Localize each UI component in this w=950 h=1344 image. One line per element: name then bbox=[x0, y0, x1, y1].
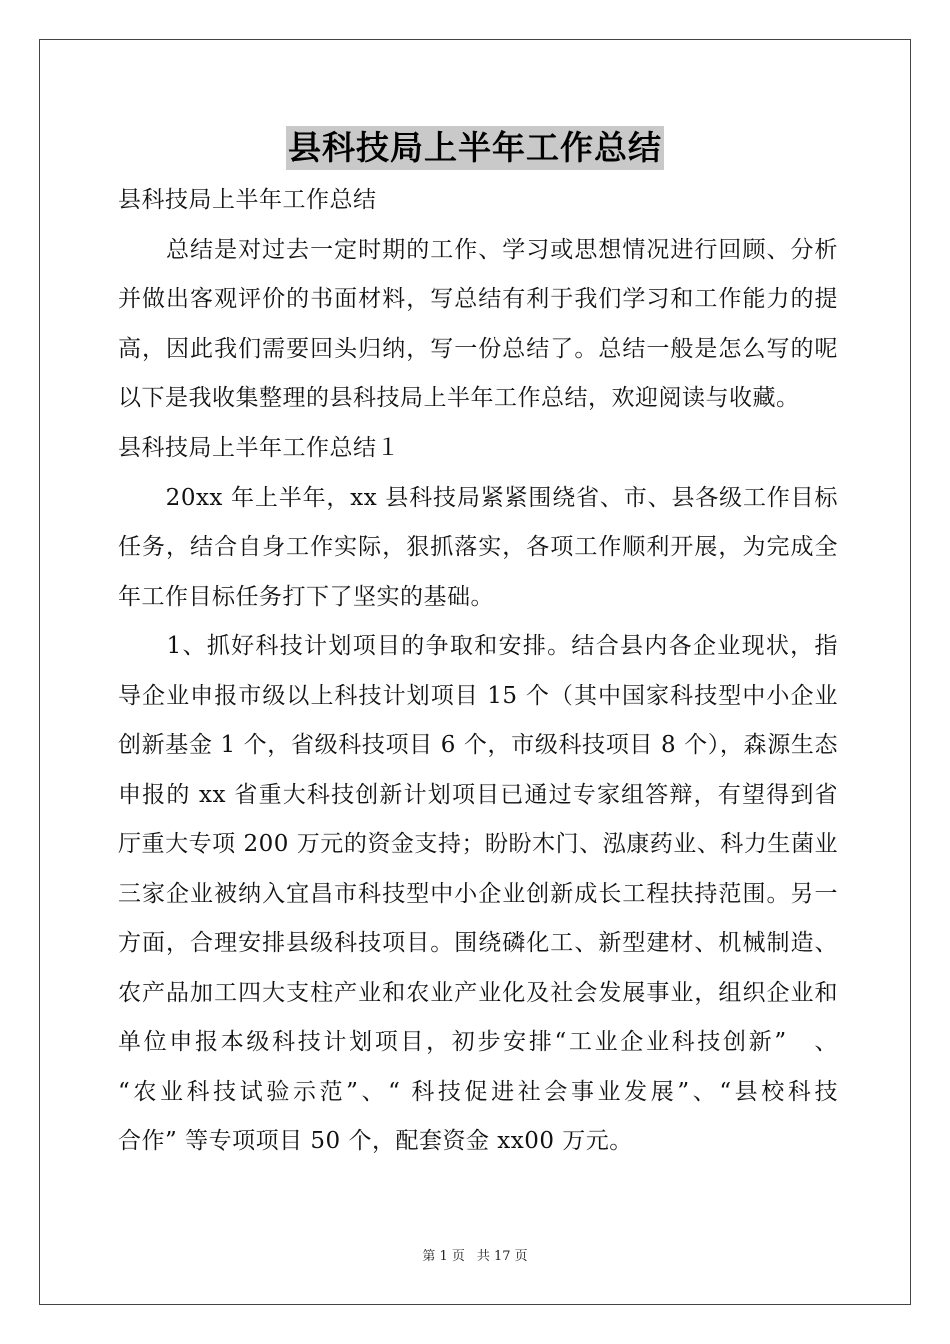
paragraph-line: 年工作目标任务打下了坚实的基础。 bbox=[118, 584, 494, 610]
page-number: 第 1 页 bbox=[422, 1249, 465, 1264]
paragraph-line: 总结是对过去一定时期的工作、学习或思想情况进行回顾、分析 bbox=[118, 237, 838, 263]
paragraph-line: 1、抓好科技计划项目的争取和安排。结合县内各企业现状，指 bbox=[118, 633, 838, 659]
paragraph-line: 创新基金 1 个，省级科技项目 6 个，市级科技项目 8 个），森源生态 bbox=[118, 732, 838, 758]
subtitle-line: 县科技局上半年工作总结 bbox=[118, 187, 377, 213]
paragraph-line: 农产品加工四大支柱产业和农业产业化及社会发展事业，组织企业和 bbox=[118, 980, 838, 1006]
paragraph-line: 单位申报本级科技计划项目，初步安排“工业企业科技创新” 、 bbox=[118, 1029, 838, 1055]
document-title: 县科技局上半年工作总结 bbox=[286, 126, 664, 170]
section-heading: 县科技局上半年工作总结１ bbox=[118, 435, 400, 461]
paragraph-line: 申报的 xx 省重大科技创新计划项目已通过专家组答辩，有望得到省 bbox=[118, 782, 838, 808]
paragraph-line: 并做出客观评价的书面材料，写总结有利于我们学习和工作能力的提 bbox=[118, 286, 838, 312]
paragraph-line: 20xx 年上半年，xx 县科技局紧紧围绕省、市、县各级工作目标 bbox=[118, 485, 838, 511]
page-border bbox=[39, 39, 911, 1305]
paragraph-line: 高，因此我们需要回头归纳，写一份总结了。总结一般是怎么写的呢 bbox=[118, 336, 838, 362]
paragraph-line: 以下是我收集整理的县科技局上半年工作总结，欢迎阅读与收藏。 bbox=[118, 385, 800, 411]
paragraph-line: “农业科技试验示范”、“ 科技促进社会事业发展”、“县校科技 bbox=[118, 1079, 838, 1105]
paragraph-line: 厅重大专项 200 万元的资金支持；盼盼木门、泓康药业、科力生菌业 bbox=[118, 831, 838, 857]
paragraph-line: 导企业申报市级以上科技计划项目 15 个（其中国家科技型中小企业 bbox=[118, 683, 838, 709]
page-footer bbox=[0, 1248, 950, 1266]
paragraph-line: 方面，合理安排县级科技项目。围绕磷化工、新型建材、机械制造、 bbox=[118, 930, 838, 956]
paragraph-line: 任务，结合自身工作实际，狠抓落实，各项工作顺利开展，为完成全 bbox=[118, 534, 838, 560]
paragraph-line: 合作” 等专项项目 50 个，配套资金 xx00 万元。 bbox=[118, 1128, 633, 1154]
total-pages: 共 17 页 bbox=[476, 1249, 528, 1264]
title-container bbox=[0, 126, 950, 170]
paragraph-line: 三家企业被纳入宜昌市科技型中小企业创新成长工程扶持范围。另一 bbox=[118, 881, 838, 907]
